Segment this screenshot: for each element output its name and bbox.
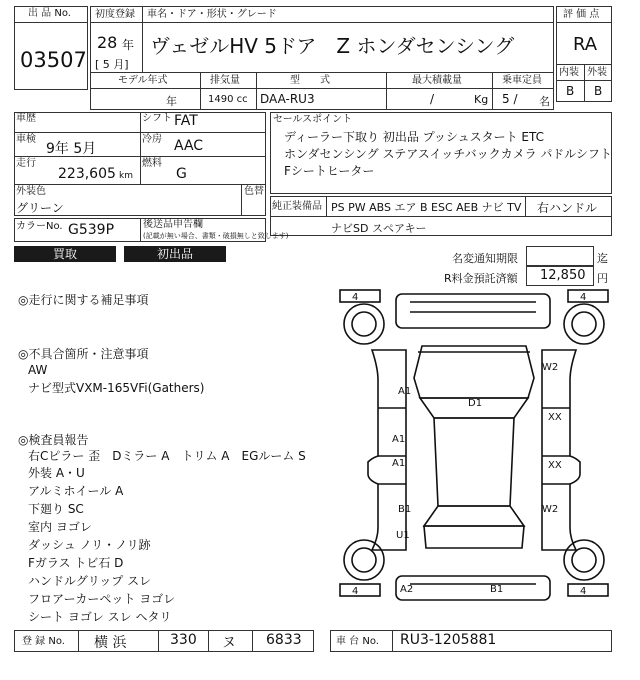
exterior-grade: B <box>594 84 603 98</box>
aftermarket-label: 後送品申告欄 <box>143 219 203 230</box>
inspector-line-4: 下廻り SC <box>28 502 84 516</box>
damage-mark-left-front-fender: A1 <box>398 386 412 397</box>
shift-value: FAT <box>174 113 198 129</box>
damage-mark-left-rear-door: A1 <box>392 458 406 469</box>
chassis-number-label: 車 台 No. <box>336 636 379 647</box>
fuel-value: G <box>176 166 187 182</box>
equipment-extra: ナビSD スペアキー <box>331 222 427 235</box>
lot-number: 03507 <box>20 48 87 72</box>
recycle-fee-label: R料金預託済額 <box>444 272 518 285</box>
inspector-line-9: フロアーカーペット ヨゴレ <box>28 592 176 606</box>
purchase-bar: 買取 <box>14 246 116 262</box>
equipment-label: 純正装備品 <box>272 201 322 212</box>
inspector-line-6: ダッシュ ノリ・ノリ跡 <box>28 538 151 552</box>
max-load-value: / <box>430 92 435 106</box>
capacity-label: 乗車定員 <box>502 75 542 86</box>
damage-mark-right-front-fender: W2 <box>542 362 559 373</box>
wheel-front-left <box>344 304 384 344</box>
wheel-rear-right <box>564 540 604 580</box>
first-listing-bar: 初出品 <box>124 246 226 262</box>
rating-label: 評 価 点 <box>563 9 600 20</box>
defects-header: ◎不具合箇所・注意事項 <box>18 347 149 361</box>
hood-outline <box>414 346 534 398</box>
lot-number-label: 出 品 No. <box>28 8 71 19</box>
vehicle-title-label: 車名・ドア・形状・グレード <box>147 9 277 20</box>
max-load-label: 最大積載量 <box>412 75 462 86</box>
wheel-front-right <box>564 304 604 344</box>
registration-area: 横 浜 <box>94 635 127 651</box>
name-change-deadline-box <box>526 246 594 266</box>
registration-month: [ 5 月] <box>95 58 129 71</box>
recycle-fee-value: 12,850 <box>540 268 586 283</box>
inspector-line-10: シート ヨゴレ スレ ヘタリ <box>28 610 172 624</box>
shift-label: シフト <box>142 113 172 124</box>
damage-mark-right-rear-fender: W2 <box>542 504 559 515</box>
exterior-color-label: 外装色 <box>16 186 46 197</box>
left-side-outline <box>368 350 406 550</box>
exterior-grade-label: 外装 <box>587 67 607 78</box>
capacity-unit: 名 <box>539 95 550 108</box>
inspector-line-7: Fガラス トビ石 D <box>28 556 124 570</box>
mileage-value: 223,605 <box>58 166 116 182</box>
sales-point-label: セールスポイント <box>273 114 353 125</box>
mileage-unit: km <box>119 171 133 181</box>
damage-mark-rear-bumper-right: B1 <box>490 584 504 595</box>
trunk-outline <box>424 526 524 548</box>
damage-mark-hood: D1 <box>468 398 483 409</box>
right-side-outline <box>542 350 580 550</box>
wheel-rear-left <box>344 540 384 580</box>
inspector-header: ◎検査員報告 <box>18 433 89 447</box>
tire-label-rear-left: 4 <box>352 586 359 597</box>
damage-mark-left-rocker: U1 <box>396 530 410 541</box>
exterior-color-value: グリーン <box>16 201 64 215</box>
damage-mark-left-front-door: A1 <box>392 434 406 445</box>
color-number-value: G539P <box>68 222 115 238</box>
sales-point-line-2: ホンダセンシング ステアスイッチバックカメラ パドルシフト <box>284 147 612 161</box>
overall-rating: RA <box>573 34 598 55</box>
registration-year-unit: 年 <box>122 38 135 52</box>
tire-box-rear-right <box>568 584 608 596</box>
displacement-label: 排気量 <box>210 75 240 86</box>
registration-number-label: 登 録 No. <box>22 636 65 647</box>
inspector-line-5: 室内 ヨゴレ <box>28 520 92 534</box>
model-code-value: DAA-RU3 <box>260 92 315 106</box>
roof-outline <box>434 418 514 506</box>
ac-label: 冷房 <box>142 134 162 145</box>
sales-point-line-1: ディーラー下取り 初出品 プッシュスタート ETC <box>284 130 544 144</box>
aftermarket-note: (記載が無い場合、書類・破損無しと致します) <box>143 232 289 240</box>
defects-line-1: AW <box>28 363 48 377</box>
driving-notes-header: ◎走行に関する補足事項 <box>18 293 149 307</box>
car-damage-diagram <box>338 288 612 608</box>
tire-label-front-right: 4 <box>580 292 587 303</box>
ac-value: AAC <box>174 138 204 154</box>
interior-grade-label: 内装 <box>559 67 579 78</box>
first-registration-label: 初度登録 <box>95 9 135 20</box>
color-number-label: カラーNo. <box>16 221 63 232</box>
damage-mark-rear-bumper-left: A2 <box>400 584 414 595</box>
recycle-fee-unit: 円 <box>597 272 608 285</box>
inspector-line-2: 外装 A・U <box>28 466 85 480</box>
damage-mark-left-rear-fender: B1 <box>398 504 412 515</box>
inspector-line-1: 右Cピラー 歪 Dミラー A トリム A EGルーム S <box>28 449 306 463</box>
model-year-value: 年 <box>166 95 177 108</box>
damage-mark-right-front-door: XX <box>548 412 562 423</box>
chassis-number: RU3-1205881 <box>400 632 497 648</box>
inspection-value: 9年 5月 <box>46 141 97 157</box>
capacity-value: 5 / <box>502 92 518 106</box>
inspector-line-3: アルミホイール A <box>28 484 124 498</box>
name-change-deadline-label: 名変通知期限 <box>452 252 518 265</box>
registration-number: 6833 <box>266 632 302 648</box>
tire-box-front-left <box>340 290 380 302</box>
model-code-label: 型 式 <box>290 75 330 86</box>
equipment-value: PS PW ABS エア B ESC AEB ナビ TV <box>331 201 522 214</box>
inspector-line-8: ハンドルグリップ スレ <box>28 574 152 588</box>
registration-kana: ヌ <box>222 635 236 651</box>
sales-point-line-3: Fシートヒーター <box>284 164 375 178</box>
tire-box-rear-left <box>340 584 380 596</box>
defects-line-2: ナビ型式VXM-165VFi(Gathers) <box>28 381 205 395</box>
tire-box-front-right <box>568 290 608 302</box>
tire-label-rear-right: 4 <box>580 586 587 597</box>
registration-year: 28 <box>97 33 118 52</box>
rear-window-outline <box>424 506 524 526</box>
displacement-value: 1490 cc <box>208 94 248 105</box>
color-change-label: 色替 <box>244 186 264 197</box>
rear-bumper-outline <box>396 576 550 600</box>
max-load-unit: Kg <box>474 93 489 106</box>
fuel-label: 燃料 <box>142 158 162 169</box>
interior-grade: B <box>566 84 575 98</box>
front-bumper-outline <box>396 294 550 328</box>
tire-label-front-left: 4 <box>352 292 359 303</box>
registration-class: 330 <box>170 632 197 648</box>
vehicle-title: ヴェゼルHV 5ドア Z ホンダセンシング <box>150 34 515 58</box>
drive-side: 右ハンドル <box>537 201 598 215</box>
history-label: 車歴 <box>16 113 36 124</box>
mileage-label: 走行 <box>16 158 36 169</box>
damage-mark-right-rear-door: XX <box>548 460 562 471</box>
inspection-label: 車検 <box>16 134 36 145</box>
model-year-label: モデル年式 <box>118 75 168 86</box>
name-change-deadline-unit: 迄 <box>597 252 608 265</box>
